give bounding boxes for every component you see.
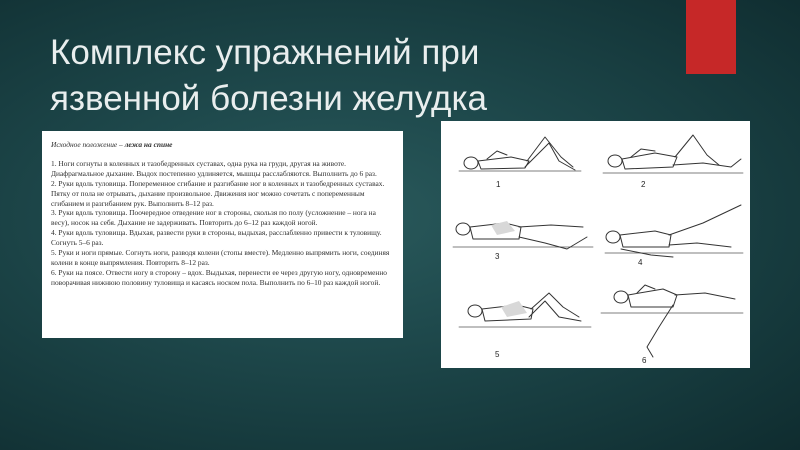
slide-title: Комплекс упражнений при язвенной болезни желудка: [50, 33, 488, 118]
exercise-item-6: 6. Руки на поясе. Отвести ногу в сторону – вдох. Выдыхая, перенести ее через другую ногу, одновременно поворачивая нижнюю половину туловища и касаясь носком пола. Выполнить по 6–10 раз каждой ногой.: [51, 267, 387, 287]
figure-6-leg-cross-twist: [601, 285, 743, 357]
accent-bar: [686, 0, 736, 74]
figure-label-6: 6: [642, 356, 647, 365]
figure-label-1: 1: [496, 180, 501, 189]
exercise-item-4: 4. Руки вдоль туловища. Вдыхая, развести руки в стороны, выдыхая, расслабленно привести к туловищу. Согнуть 5–6 раз.: [51, 228, 382, 248]
figure-2-alternating-leg-flex: [603, 135, 743, 173]
exercise-item-1: 1. Ноги согнуты в коленных и тазобедренных суставах, одна рука на груди, другая на животе. Диафрагмальное дыхание. Выдох постепенно удлиняется, мышцы расслабляются. Выполнить до 6 раз.: [51, 158, 377, 178]
figure-label-2: 2: [641, 180, 646, 189]
exercise-item-5: 5. Руки и ноги прямые. Согнуть ноги, разводя колени (стопы вместе). Медленно выпрямить ноги, соединяя колени в конце выпрямления. Повторить 8–12 раз.: [51, 248, 390, 267]
starting-position-heading: [51, 140, 395, 150]
figure-label-5: 5: [495, 350, 500, 359]
figure-3-leg-abduction: [453, 221, 593, 249]
exercise-item-2: 2. Руки вдоль туловища. Попеременное сгибание и разгибание ног в коленных и тазобедренных суставах. Пятку от пола не отрывать, дыхание произвольное. Движения ног можно сочетать с попеременным сгибанием и разгибанием рук. Выполнить 8–12 раз.: [51, 178, 385, 208]
exercise-text-card: [42, 131, 403, 338]
figure-label-3: 3: [495, 252, 500, 261]
figure-4-straight-leg-raise: [605, 205, 743, 257]
heading-emphasis: лежа на спине: [124, 140, 173, 149]
exercise-item-3: 3. Руки вдоль туловища. Поочередное отведение ног в стороны, скользя по полу (усложнение – нога на весу), носок на себя. Дыхание не задерживать. Повторить до 6–12 раз каждой ногой.: [51, 208, 376, 228]
figure-1-knees-bent: [459, 137, 581, 171]
figure-label-4: 4: [638, 258, 643, 267]
exercise-illustration-card: [441, 121, 750, 368]
exercise-illustrations: [441, 121, 750, 368]
figure-5-knees-apart: [459, 293, 591, 327]
heading-prefix: Исходное положение –: [51, 140, 125, 149]
